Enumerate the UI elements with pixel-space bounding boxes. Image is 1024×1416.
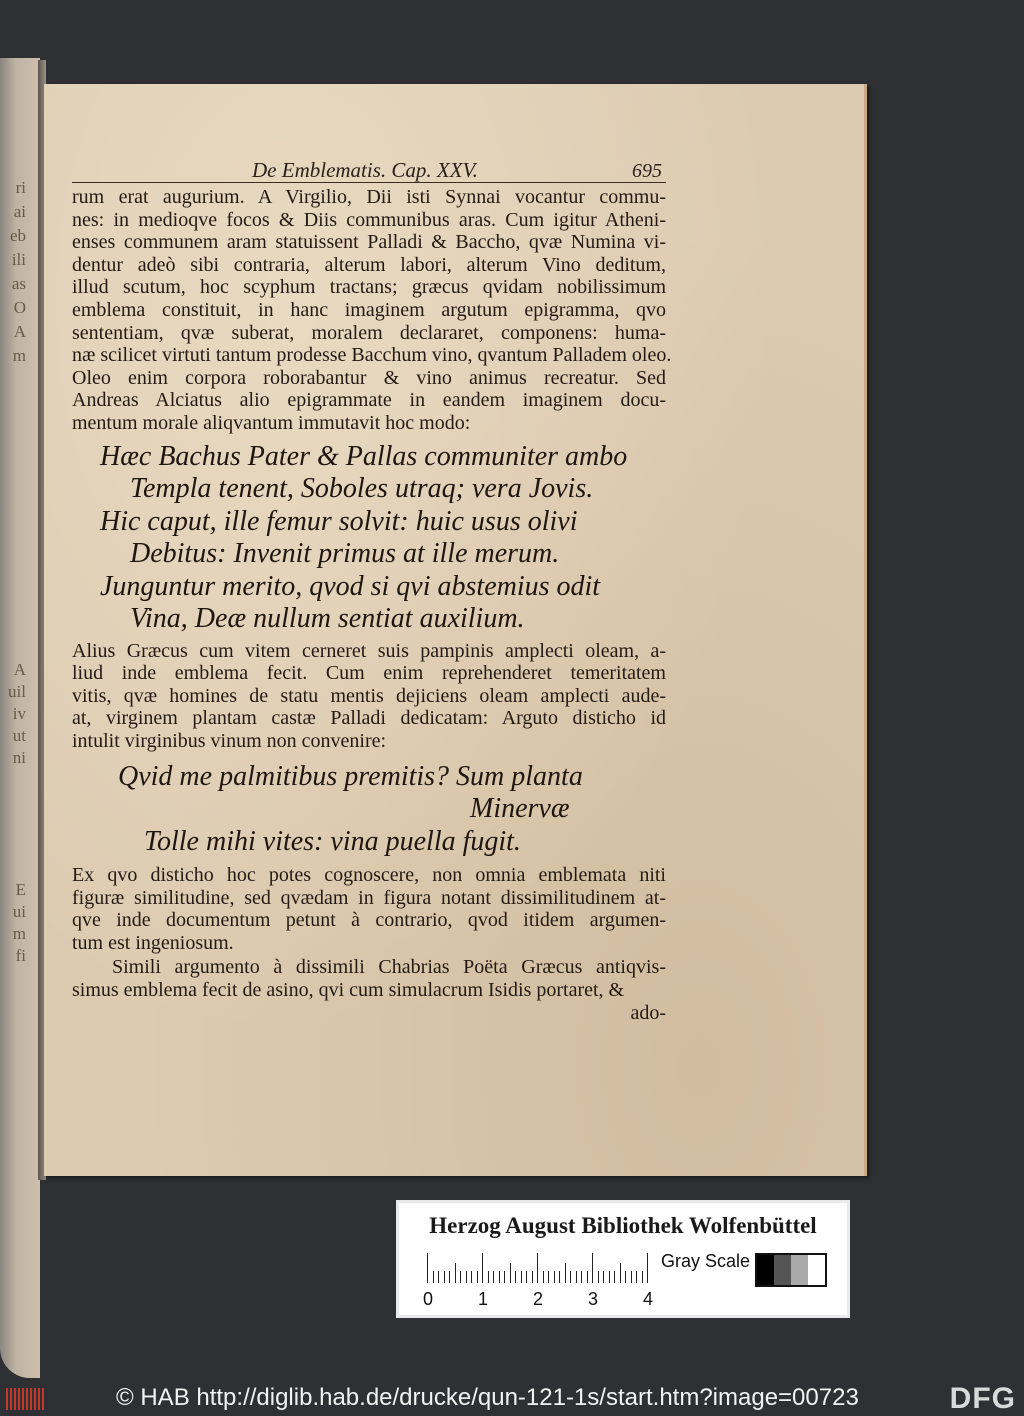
- gray-swatch: [808, 1255, 825, 1285]
- paragraph2-line: intulit virginibus vinum non convenire:: [72, 729, 387, 752]
- prev-page-fragment: ai: [13, 202, 26, 221]
- ruler-tick: [587, 1271, 588, 1283]
- paragraph1-line: næ scilicet virtuti tantum prodesse Bacchum vino, qvantum Palladem oleo.: [72, 344, 672, 367]
- ruler-tick: [614, 1271, 615, 1283]
- prev-page-fragment: ut: [12, 726, 26, 745]
- ruler-tick: [554, 1271, 555, 1283]
- paragraph3-line: qve inde documentum petunt à contrario, qvod itidem argumen-: [72, 909, 666, 932]
- prev-page-fragment: ili: [11, 250, 26, 269]
- prev-page-fragment: E: [15, 880, 26, 899]
- verse1-line: Templa tenent, Soboles utraq; vera Jovis.: [130, 473, 594, 505]
- dfg-logo: DFG: [949, 1382, 1016, 1415]
- paragraph-1: [72, 186, 672, 435]
- paragraph1-line: Andreas Alciatus alio epigrammate in eandem imaginem docu-: [72, 389, 666, 412]
- ruler-tick: [532, 1271, 533, 1283]
- paragraph1-line: rum erat augurium. A Virgilio, Dii isti Synnai vocantur commu-: [72, 186, 666, 208]
- viewer-footer: [0, 1380, 1024, 1416]
- ruler-tick: [504, 1271, 505, 1283]
- ruler-number: 2: [533, 1289, 544, 1309]
- page-text: [72, 186, 672, 1024]
- ruler-tick: [521, 1271, 522, 1283]
- paragraph1-line: emblema constituit, in hanc imaginem argutum epigramma, qvo: [72, 298, 666, 321]
- paragraph1-line: sententiam, qvæ suberat, moralem declararet, componens: huma-: [72, 321, 666, 344]
- paragraph2-line: vitis, qvæ homines de statu mentis dejiciens oleam amplecti aude-: [72, 684, 666, 707]
- ruler-tick: [647, 1253, 648, 1283]
- paragraph3-line: Ex qvo disticho hoc potes cognoscere, non omnia emblemata niti: [72, 864, 666, 886]
- ruler-number: 1: [478, 1289, 489, 1309]
- gray-swatch: [757, 1255, 774, 1285]
- ruler-tick: [609, 1271, 610, 1283]
- paragraph1-line: illud scutum, hoc scyphum tractans; græcus qvidam nobilissimum: [72, 276, 666, 299]
- verse2-line: Qvid me palmitibus premitis? Sum planta: [118, 760, 583, 792]
- prev-page-fragment: as: [11, 274, 26, 293]
- barcode-icon: [6, 1388, 46, 1410]
- verse1-line: Vina, Deæ nullum sentiat auxilium.: [130, 603, 525, 635]
- ruler-tick: [449, 1271, 450, 1283]
- prev-page-fragment: fi: [15, 946, 26, 965]
- copyright-link[interactable]: © HAB http://diglib.hab.de/drucke/qun-121-1s/start.htm?image=00723: [116, 1384, 859, 1411]
- paragraph2-line: liud inde emblema fecit. Cum enim reprehenderet temeritatem: [72, 662, 666, 685]
- ruler-tick: [642, 1271, 643, 1283]
- verse2-line: Minervæ: [470, 793, 570, 824]
- ruler-number: 3: [588, 1289, 599, 1309]
- gray-swatch: [791, 1255, 808, 1285]
- ruler-tick: [548, 1271, 549, 1283]
- prev-page-fragment: A: [13, 322, 26, 341]
- paragraph2-line: Alius Græcus cum vitem cerneret suis pampinis amplecti oleam, a-: [72, 639, 666, 662]
- ruler-tick: [559, 1271, 560, 1283]
- ruler-tick: [581, 1271, 582, 1283]
- prev-page-fragment: A: [13, 660, 26, 679]
- ruler-tick: [466, 1271, 467, 1283]
- library-stamp: [396, 1200, 850, 1318]
- ruler-tick: [499, 1271, 500, 1283]
- page-number: 695: [632, 160, 662, 182]
- measurement-ruler: [423, 1253, 654, 1309]
- ruler-tick: [438, 1271, 439, 1283]
- ruler-tick: [565, 1263, 566, 1283]
- paragraph4-line: simus emblema fecit de asino, qvi cum simulacrum Isidis portaret, &: [72, 978, 625, 1001]
- paragraph-2: [72, 640, 666, 753]
- ruler-tick: [592, 1253, 593, 1283]
- ruler-tick: [455, 1263, 456, 1283]
- ruler-number: 4: [643, 1289, 654, 1309]
- ruler-tick: [598, 1271, 599, 1283]
- paragraph1-line: nes: in medioqve focos & Diis communibus aras. Cum igitur Atheni-: [72, 208, 666, 231]
- paragraph3-line: tum est ingeniosum.: [72, 931, 234, 954]
- gray-scale-label: Gray Scale: [661, 1251, 751, 1271]
- paragraph1-line: enses communem aram statuissent Palladi & Baccho, qvæ Numina vi-: [72, 231, 666, 254]
- prev-page-fragment: uil: [8, 682, 26, 701]
- catchword: ado-: [630, 1001, 666, 1024]
- institution-name: Herzog August Bibliothek Wolfenbüttel: [429, 1213, 817, 1238]
- ruler-tick: [471, 1271, 472, 1283]
- prev-page-fragment: m: [12, 924, 26, 943]
- ruler-tick: [460, 1271, 461, 1283]
- paragraph-3: [72, 864, 666, 954]
- verse1-line: Junguntur merito, qvod si qvi abstemius odit: [100, 570, 601, 602]
- verse-2: [72, 761, 666, 859]
- prev-page-fragment: ri: [15, 178, 26, 197]
- paragraph1-line: mentum morale aliqvantum immutavit hoc modo:: [72, 411, 471, 434]
- paragraph1-line: dentur adeò sibi contraria, alterum labori, alterum Vino deditum,: [72, 253, 666, 276]
- header-rule: [72, 182, 666, 183]
- ruler-tick: [433, 1271, 434, 1283]
- ruler-tick: [493, 1271, 494, 1283]
- prev-page-fragment: ni: [12, 748, 26, 767]
- catchword-row: [72, 1002, 666, 1025]
- prev-page-fragment: m: [12, 346, 26, 365]
- prev-page-fragment: iv: [12, 704, 26, 723]
- ruler-tick: [482, 1253, 483, 1283]
- ruler-tick: [543, 1271, 544, 1283]
- paragraph-4: [72, 956, 666, 1001]
- ruler-tick: [515, 1271, 516, 1283]
- verse1-line: Hæc Bachus Pater & Pallas communiter ambo: [100, 440, 628, 472]
- ruler-tick: [603, 1271, 604, 1283]
- ruler-tick: [625, 1271, 626, 1283]
- gray-scale-swatches: [755, 1253, 827, 1287]
- paragraph3-line: figuræ similitudine, sed qvædam in figura notant dissimilitudinem at-: [72, 886, 666, 909]
- ruler-tick: [636, 1271, 637, 1283]
- running-head: [72, 158, 666, 186]
- ruler-tick: [427, 1253, 428, 1283]
- ruler-tick: [510, 1263, 511, 1283]
- ruler-tick: [570, 1271, 571, 1283]
- ruler-tick: [526, 1271, 527, 1283]
- paragraph1-line: Oleo enim corpora roborabantur & vino animus recreatur. Sed: [72, 366, 666, 389]
- verse-1: [72, 441, 666, 636]
- ruler-number: 0: [423, 1289, 434, 1309]
- ruler-tick: [631, 1271, 632, 1283]
- ruler-tick: [488, 1271, 489, 1283]
- paragraph2-line: at, virginem plantam castæ Palladi dedicatam: Arguto disticho id: [72, 707, 666, 730]
- ruler-tick: [477, 1271, 478, 1283]
- prev-page-fragment: ui: [12, 902, 26, 921]
- paragraph4-line: Simili argumento à dissimili Chabrias Poëta Græcus antiqvis-: [112, 956, 666, 979]
- running-head-title: De Emblematis. Cap. XXV.: [252, 158, 478, 182]
- gray-swatch: [774, 1255, 791, 1285]
- ruler-tick: [537, 1253, 538, 1283]
- ruler-tick: [576, 1271, 577, 1283]
- ruler-tick: [620, 1263, 621, 1283]
- prev-page-fragment: eb: [9, 226, 26, 245]
- prev-page-fragment: O: [13, 298, 26, 317]
- ruler-tick: [444, 1271, 445, 1283]
- verse2-line: Tolle mihi vites: vina puella fugit.: [144, 825, 521, 857]
- verse1-line: Debitus: Invenit primus at ille merum.: [130, 538, 560, 570]
- verse1-line: Hic caput, ille femur solvit: huic usus olivi: [100, 505, 578, 537]
